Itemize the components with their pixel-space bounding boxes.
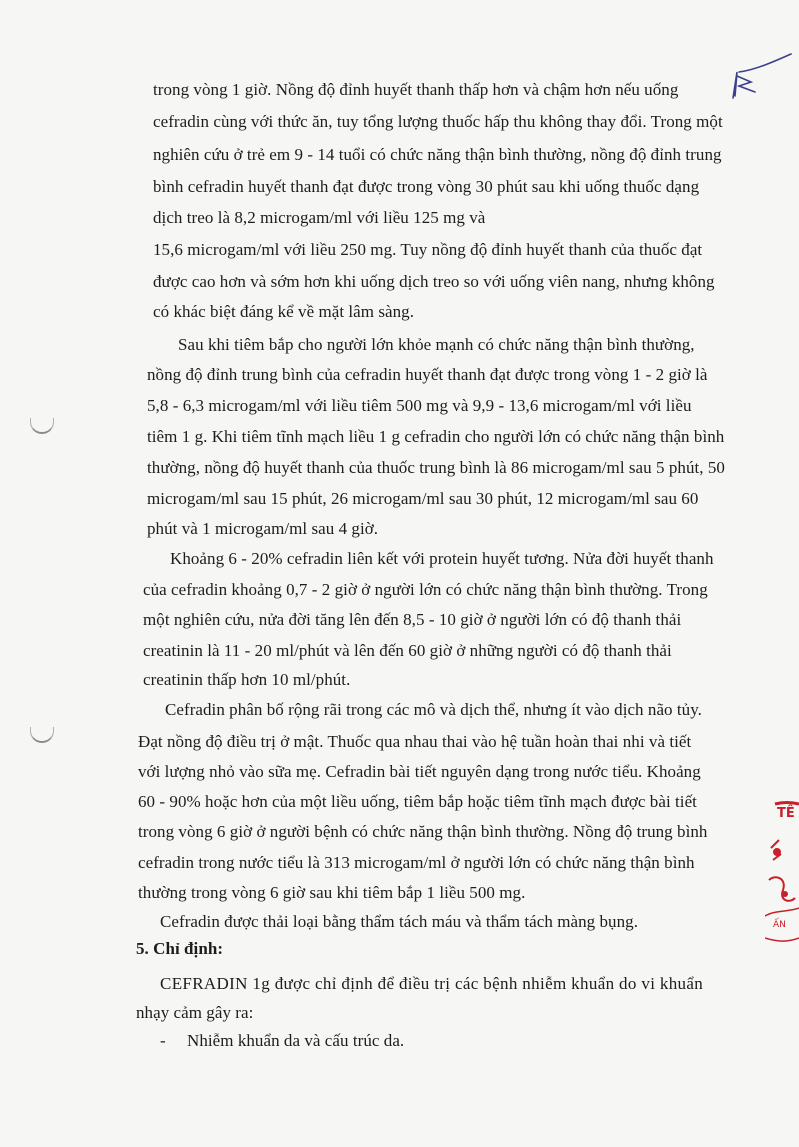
bullet-dash: - xyxy=(160,1031,166,1050)
text-line: trong vòng 1 giờ. Nồng độ đỉnh huyết thanh thấp hơn và chậm hơn nếu uống xyxy=(153,80,679,99)
text-line: trong vòng 6 giờ ở người bệnh có chức năng thận bình thường. Nồng độ trung bình xyxy=(138,822,708,841)
text-line: nhạy cảm gây ra: xyxy=(136,1003,254,1022)
text-line: Khoảng 6 - 20% cefradin liên kết với protein huyết tương. Nửa đời huyết thanh xyxy=(170,549,714,568)
text-line: cefradin cùng với thức ăn, tuy tổng lượng thuốc hấp thu không thay đổi. Trong một xyxy=(153,112,723,131)
text-line: được cao hơn và sớm hơn khi uống dịch treo so với uống viên nang, nhưng không xyxy=(153,272,715,291)
text-line: thường trong vòng 6 giờ sau khi tiêm bắp 1 liều 500 mg. xyxy=(138,883,526,902)
text-line: Đạt nồng độ điều trị ở mật. Thuốc qua nhau thai vào hệ tuần hoàn thai nhi và tiết xyxy=(138,732,692,751)
section-heading: 5. Chỉ định: xyxy=(136,939,224,958)
text-line: 60 - 90% hoặc hơn của một liều uống, tiêm bắp hoặc tiêm tĩnh mạch được bài tiết xyxy=(138,792,697,811)
red-stamp-partial xyxy=(765,800,799,950)
stamp-text-bottom: ẤN xyxy=(773,920,786,930)
text-line: thường, nồng độ huyết thanh của thuốc trung bình là 86 microgam/ml sau 5 phút, 50 xyxy=(147,458,725,477)
text-line: cefradin trong nước tiểu là 313 microgam/ml ở người lớn có chức năng thận bình xyxy=(138,853,695,872)
text-line: creatinin thấp hơn 10 ml/phút. xyxy=(143,670,351,689)
text-line: của cefradin khoảng 0,7 - 2 giờ ở người lớn có chức năng thận bình thường. Trong xyxy=(143,580,708,599)
bullet-item-text: Nhiễm khuẩn da và cấu trúc da. xyxy=(187,1031,405,1050)
text-line: phút và 1 microgam/ml sau 4 giờ. xyxy=(147,519,379,538)
text-line: Cefradin được thải loại bằng thẩm tách máu và thẩm tách màng bụng. xyxy=(160,912,638,931)
text-line: bình cefradin huyết thanh đạt được trong vòng 30 phút sau khi uống thuốc dạng xyxy=(153,177,700,196)
text-line: một nghiên cứu, nửa đời tăng lên đến 8,5 - 10 giờ ở người lớn có độ thanh thải xyxy=(143,610,682,629)
text-line: CEFRADIN 1g được chỉ định để điều trị các bệnh nhiễm khuẩn do vi khuẩn xyxy=(160,974,704,993)
stamp-text-top: TẾ xyxy=(777,806,795,821)
punch-hole-mark xyxy=(30,418,54,434)
text-line: dịch treo là 8,2 microgam/ml với liều 125 mg và xyxy=(153,208,486,227)
text-line: 15,6 microgam/ml với liều 250 mg. Tuy nồng độ đỉnh huyết thanh của thuốc đạt xyxy=(153,240,703,259)
text-line: Sau khi tiêm bắp cho người lớn khỏe mạnh có chức năng thận bình thường, xyxy=(178,335,695,354)
text-line: creatinin là 11 - 20 ml/phút và lên đến 60 giờ ở những người có độ thanh thải xyxy=(143,641,672,660)
text-line: tiêm 1 g. Khi tiêm tĩnh mạch liều 1 g cefradin cho người lớn có chức năng thận bình xyxy=(147,427,725,446)
text-line: nồng độ đỉnh trung bình của cefradin huyết thanh đạt được trong vòng 1 - 2 giờ là xyxy=(147,365,708,384)
text-line: với lượng nhỏ vào sữa mẹ. Cefradin bài tiết nguyên dạng trong nước tiểu. Khoảng xyxy=(138,762,701,781)
text-line: Cefradin phân bố rộng rãi trong các mô và dịch thể, nhưng ít vào dịch não tủy. xyxy=(165,700,702,719)
text-line: microgam/ml sau 15 phút, 26 microgam/ml sau 30 phút, 12 microgam/ml sau 60 xyxy=(147,489,699,508)
punch-hole-mark xyxy=(30,727,54,743)
handwritten-initials-mark xyxy=(725,52,795,102)
text-line: nghiên cứu ở trẻ em 9 - 14 tuổi có chức năng thận bình thường, nồng độ đỉnh trung xyxy=(153,145,722,164)
text-line: có khác biệt đáng kể về mặt lâm sàng. xyxy=(153,302,415,321)
text-line: 5,8 - 6,3 microgam/ml với liều tiêm 500 mg và 9,9 - 13,6 microgam/ml với liều xyxy=(147,396,692,415)
